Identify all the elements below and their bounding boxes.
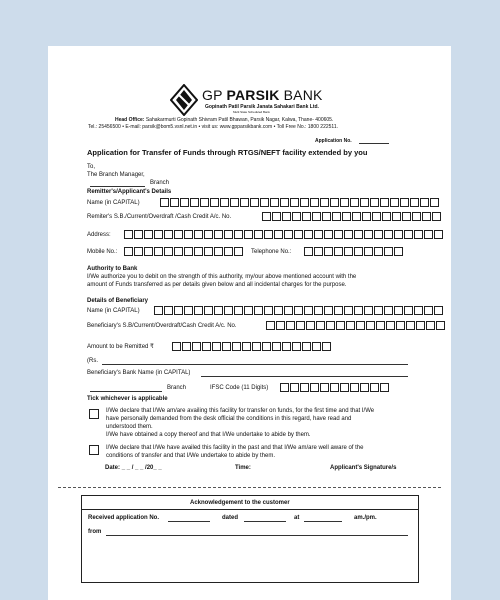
- character-box[interactable]: [274, 306, 283, 315]
- character-box[interactable]: [374, 247, 383, 256]
- character-box[interactable]: [354, 247, 363, 256]
- character-box[interactable]: [384, 247, 393, 256]
- character-box[interactable]: [144, 247, 153, 256]
- head-office-line: [115, 117, 333, 123]
- character-box[interactable]: [292, 342, 301, 351]
- character-box[interactable]: [294, 230, 303, 239]
- character-box[interactable]: [254, 230, 263, 239]
- character-box[interactable]: [344, 247, 353, 256]
- character-box[interactable]: [324, 247, 333, 256]
- first-time-checkbox[interactable]: [89, 409, 99, 419]
- character-box[interactable]: [350, 383, 359, 392]
- character-box[interactable]: [124, 247, 133, 256]
- form-title: Application for Transfer of Funds through RTGS/NEFT facility extended by you: [87, 148, 368, 157]
- character-box[interactable]: [304, 306, 313, 315]
- character-box[interactable]: [244, 306, 253, 315]
- character-box[interactable]: [296, 321, 305, 330]
- character-box[interactable]: [434, 230, 443, 239]
- remitter-account-boxes[interactable]: [262, 212, 442, 222]
- character-box[interactable]: [220, 198, 229, 207]
- character-box[interactable]: [404, 230, 413, 239]
- character-box[interactable]: [374, 230, 383, 239]
- character-box[interactable]: [190, 198, 199, 207]
- past-user-checkbox[interactable]: [89, 445, 99, 455]
- character-box[interactable]: [320, 198, 329, 207]
- beneficiary-name-label: Name (in CAPITAL): [87, 308, 140, 314]
- character-box[interactable]: [264, 306, 273, 315]
- character-box[interactable]: [424, 230, 433, 239]
- character-box[interactable]: [144, 230, 153, 239]
- option1-line3: understood them.: [106, 424, 153, 430]
- character-box[interactable]: [276, 321, 285, 330]
- character-box[interactable]: [194, 306, 203, 315]
- character-box[interactable]: [182, 342, 191, 351]
- remitter-address-boxes[interactable]: [124, 230, 444, 240]
- character-box[interactable]: [290, 198, 299, 207]
- character-box[interactable]: [192, 342, 201, 351]
- rupees-in-words-field[interactable]: [102, 364, 408, 365]
- ack-from-label: from: [88, 529, 102, 535]
- character-box[interactable]: [134, 230, 143, 239]
- character-box[interactable]: [434, 306, 443, 315]
- character-box[interactable]: [362, 212, 371, 221]
- character-box[interactable]: [334, 230, 343, 239]
- authority-text-line1: I/We authorize you to debit on the strength of this authority, my/our above mentioned account with the: [87, 274, 357, 280]
- beneficiary-branch-label: Branch: [167, 385, 187, 391]
- branch-manager-label: The Branch Manager,: [87, 172, 145, 178]
- character-box[interactable]: [346, 321, 355, 330]
- character-box[interactable]: [350, 198, 359, 207]
- character-box[interactable]: [416, 321, 425, 330]
- rupees-in-words-label: (Rs.: [87, 358, 98, 364]
- character-box[interactable]: [324, 230, 333, 239]
- character-box[interactable]: [154, 247, 163, 256]
- character-box[interactable]: [422, 212, 431, 221]
- ack-received-label: Received application No.: [88, 515, 160, 521]
- remitter-mobile-label: Mobile No.:: [87, 249, 118, 255]
- beneficiary-section-title: Details of Beneficiary: [87, 298, 149, 304]
- contact-line: Tel.: 25456500 • E-mail: parsik@bom5.vsnl.net.in • visit us: www.gpparsikbank.com • Toll Free No.: 1800 222511.: [88, 124, 338, 130]
- character-box[interactable]: [312, 212, 321, 221]
- character-box[interactable]: [370, 383, 379, 392]
- bank-name: [202, 87, 323, 103]
- character-box[interactable]: [412, 212, 421, 221]
- signature-label: Applicant's Signature/s: [330, 465, 397, 471]
- ack-ampm-label: am./pm.: [354, 515, 377, 521]
- option2-line1: I/We declare that I/We have availed this facility in the past and that I/We am/are well aware of the: [106, 445, 364, 451]
- character-box[interactable]: [322, 212, 331, 221]
- character-box[interactable]: [194, 247, 203, 256]
- date-line[interactable]: [105, 465, 162, 472]
- bank-logo-icon: [170, 84, 198, 116]
- branch-label: Branch: [150, 180, 170, 186]
- character-box[interactable]: [230, 198, 239, 207]
- bank-name-suffix: BANK: [283, 87, 323, 103]
- character-box[interactable]: [184, 247, 193, 256]
- head-office-label: Head Office:: [115, 117, 145, 123]
- character-box[interactable]: [300, 383, 309, 392]
- character-box[interactable]: [374, 306, 383, 315]
- remitter-telephone-label: Telephone No.:: [251, 249, 292, 255]
- character-box[interactable]: [356, 321, 365, 330]
- character-box[interactable]: [376, 321, 385, 330]
- application-no-label: Application No.: [315, 138, 352, 144]
- character-box[interactable]: [244, 230, 253, 239]
- character-box[interactable]: [264, 230, 273, 239]
- character-box[interactable]: [234, 306, 243, 315]
- tick-section-title: Tick whichever is applicable: [87, 396, 168, 402]
- option1-line2: have personally demanded from the desk official the conditions in this regard, have read and: [106, 416, 352, 422]
- character-box[interactable]: [280, 198, 289, 207]
- ack-dated-label: dated: [222, 515, 239, 521]
- beneficiary-account-label: Beneficiary's S.B/Current/Overdraft/Cash Credit A/c. No.: [87, 323, 237, 329]
- character-box[interactable]: [332, 212, 341, 221]
- character-box[interactable]: [316, 321, 325, 330]
- character-box[interactable]: [396, 321, 405, 330]
- character-box[interactable]: [394, 306, 403, 315]
- character-box[interactable]: [180, 198, 189, 207]
- character-box[interactable]: [224, 306, 233, 315]
- character-box[interactable]: [282, 342, 291, 351]
- character-box[interactable]: [184, 306, 193, 315]
- character-box[interactable]: [436, 321, 445, 330]
- beneficiary-name-boxes[interactable]: [154, 306, 444, 316]
- character-box[interactable]: [174, 247, 183, 256]
- character-box[interactable]: [224, 230, 233, 239]
- character-box[interactable]: [366, 321, 375, 330]
- character-box[interactable]: [360, 198, 369, 207]
- character-box[interactable]: [340, 383, 349, 392]
- character-box[interactable]: [384, 306, 393, 315]
- character-box[interactable]: [330, 383, 339, 392]
- character-box[interactable]: [282, 212, 291, 221]
- character-box[interactable]: [194, 230, 203, 239]
- character-box[interactable]: [232, 342, 241, 351]
- character-box[interactable]: [270, 198, 279, 207]
- character-box[interactable]: [314, 247, 323, 256]
- character-box[interactable]: [284, 230, 293, 239]
- character-box[interactable]: [174, 230, 183, 239]
- character-box[interactable]: [340, 198, 349, 207]
- remitter-section-title: Remitter's/Applicant's Details: [87, 189, 172, 195]
- character-box[interactable]: [392, 212, 401, 221]
- ifsc-label: IFSC Code (11 Digits): [210, 385, 269, 391]
- character-box[interactable]: [254, 306, 263, 315]
- character-box[interactable]: [294, 306, 303, 315]
- character-box[interactable]: [304, 247, 313, 256]
- character-box[interactable]: [314, 306, 323, 315]
- cut-line: [58, 487, 441, 488]
- character-box[interactable]: [234, 247, 243, 256]
- character-box[interactable]: [184, 230, 193, 239]
- character-box[interactable]: [240, 198, 249, 207]
- character-box[interactable]: [384, 230, 393, 239]
- beneficiary-account-boxes[interactable]: [266, 321, 446, 331]
- remitter-address-label: Address:: [87, 232, 111, 238]
- character-box[interactable]: [360, 383, 369, 392]
- character-box[interactable]: [330, 198, 339, 207]
- ack-date-field[interactable]: [244, 521, 286, 522]
- character-box[interactable]: [370, 198, 379, 207]
- branch-name-field[interactable]: [90, 186, 145, 187]
- character-box[interactable]: [262, 342, 271, 351]
- character-box[interactable]: [342, 212, 351, 221]
- remitter-name-boxes[interactable]: [160, 198, 440, 208]
- character-box[interactable]: [314, 230, 323, 239]
- bank-tagline: Multi State Scheduled Bank: [233, 110, 270, 114]
- character-box[interactable]: [404, 306, 413, 315]
- character-box[interactable]: [344, 230, 353, 239]
- character-box[interactable]: [214, 247, 223, 256]
- character-box[interactable]: [402, 212, 411, 221]
- character-box[interactable]: [214, 230, 223, 239]
- bank-name-bold: PARSIK: [226, 87, 280, 103]
- ack-application-no-field[interactable]: [168, 521, 210, 522]
- character-box[interactable]: [310, 198, 319, 207]
- character-box[interactable]: [260, 198, 269, 207]
- character-box[interactable]: [154, 306, 163, 315]
- character-box[interactable]: [406, 321, 415, 330]
- character-box[interactable]: [280, 383, 289, 392]
- character-box[interactable]: [164, 230, 173, 239]
- character-box[interactable]: [252, 342, 261, 351]
- option1-line1: I/We declare that I/We am/are availing this facility for transfer on funds, for the first time and that I/We: [106, 408, 375, 414]
- character-box[interactable]: [266, 321, 275, 330]
- character-box[interactable]: [310, 383, 319, 392]
- application-form: [48, 46, 451, 600]
- application-no-field[interactable]: [359, 143, 389, 144]
- character-box[interactable]: [242, 342, 251, 351]
- character-box[interactable]: [300, 198, 309, 207]
- authority-text-line2: amount of Funds transferred as per details given below and all incidental charges for the purpose.: [87, 282, 347, 288]
- ifsc-boxes[interactable]: [280, 383, 390, 393]
- character-box[interactable]: [160, 198, 169, 207]
- character-box[interactable]: [382, 212, 391, 221]
- character-box[interactable]: [164, 247, 173, 256]
- character-box[interactable]: [390, 198, 399, 207]
- character-box[interactable]: [364, 230, 373, 239]
- character-box[interactable]: [204, 230, 213, 239]
- remitter-mobile-boxes[interactable]: [124, 247, 244, 257]
- character-box[interactable]: [430, 198, 439, 207]
- ack-from-field[interactable]: [106, 535, 408, 536]
- character-box[interactable]: [290, 383, 299, 392]
- character-box[interactable]: [174, 306, 183, 315]
- character-box[interactable]: [400, 198, 409, 207]
- character-box[interactable]: [272, 212, 281, 221]
- beneficiary-bank-field[interactable]: [201, 376, 408, 377]
- remitter-telephone-boxes[interactable]: [304, 247, 404, 257]
- character-box[interactable]: [124, 230, 133, 239]
- character-box[interactable]: [212, 342, 221, 351]
- character-box[interactable]: [210, 198, 219, 207]
- date-value: _ _ / _ _ /20_ _: [121, 465, 162, 471]
- head-office-address: Sahakarmurti Gopinath Shivram Patil Bhawan, Parsik Nagar, Kalwa, Thane- 400605.: [145, 117, 334, 123]
- character-box[interactable]: [224, 247, 233, 256]
- character-box[interactable]: [302, 212, 311, 221]
- option1-line4: I/We have obtained a copy thereof and that I/We undertake to abide by them.: [106, 432, 311, 438]
- character-box[interactable]: [292, 212, 301, 221]
- character-box[interactable]: [312, 342, 321, 351]
- character-box[interactable]: [284, 306, 293, 315]
- character-box[interactable]: [286, 321, 295, 330]
- character-box[interactable]: [322, 342, 331, 351]
- beneficiary-branch-field[interactable]: [90, 391, 162, 392]
- character-box[interactable]: [154, 230, 163, 239]
- character-box[interactable]: [222, 342, 231, 351]
- date-label: Date:: [105, 465, 121, 471]
- character-box[interactable]: [344, 306, 353, 315]
- time-label: Time:: [235, 465, 251, 471]
- ack-divider: [82, 509, 418, 510]
- character-box[interactable]: [380, 383, 389, 392]
- remitter-account-label: Remiter's S.B./Current/Overdraft /Cash Credit A/c. No.: [87, 214, 232, 220]
- character-box[interactable]: [334, 247, 343, 256]
- character-box[interactable]: [304, 230, 313, 239]
- remitter-name-label: Name (in CAPITAL): [87, 200, 140, 206]
- character-box[interactable]: [172, 342, 181, 351]
- character-box[interactable]: [202, 342, 211, 351]
- character-box[interactable]: [386, 321, 395, 330]
- character-box[interactable]: [394, 247, 403, 256]
- character-box[interactable]: [262, 212, 271, 221]
- character-box[interactable]: [410, 198, 419, 207]
- character-box[interactable]: [414, 306, 423, 315]
- character-box[interactable]: [204, 306, 213, 315]
- character-box[interactable]: [170, 198, 179, 207]
- ack-title: Acknowledgement to the customer: [190, 500, 290, 506]
- ack-at-label: at: [294, 515, 300, 521]
- ack-time-field[interactable]: [304, 521, 342, 522]
- acknowledgement-box: [81, 495, 419, 583]
- character-box[interactable]: [306, 321, 315, 330]
- amount-boxes[interactable]: [172, 342, 332, 352]
- character-box[interactable]: [214, 306, 223, 315]
- character-box[interactable]: [326, 321, 335, 330]
- character-box[interactable]: [426, 321, 435, 330]
- character-box[interactable]: [204, 247, 213, 256]
- bank-name-prefix: GP: [202, 87, 223, 103]
- character-box[interactable]: [334, 306, 343, 315]
- amount-label: Amount to be Remitted ₹: [87, 344, 154, 350]
- character-box[interactable]: [134, 247, 143, 256]
- character-box[interactable]: [302, 342, 311, 351]
- character-box[interactable]: [380, 198, 389, 207]
- beneficiary-bank-label: Beneficiary's Bank Name (in CAPITAL): [87, 370, 191, 376]
- to-label: To,: [87, 164, 96, 170]
- character-box[interactable]: [354, 306, 363, 315]
- option2-line2: conditions of transfer and that I/We undertake to abide by them.: [106, 453, 275, 459]
- character-box[interactable]: [320, 383, 329, 392]
- character-box[interactable]: [372, 212, 381, 221]
- bank-subtitle: Gopinath Patil Parsik Janata Sahakari Bank Ltd.: [205, 104, 319, 110]
- character-box[interactable]: [432, 212, 441, 221]
- character-box[interactable]: [364, 306, 373, 315]
- character-box[interactable]: [250, 198, 259, 207]
- character-box[interactable]: [394, 230, 403, 239]
- character-box[interactable]: [420, 198, 429, 207]
- character-box[interactable]: [354, 230, 363, 239]
- character-box[interactable]: [352, 212, 361, 221]
- character-box[interactable]: [274, 230, 283, 239]
- character-box[interactable]: [424, 306, 433, 315]
- character-box[interactable]: [200, 198, 209, 207]
- character-box[interactable]: [324, 306, 333, 315]
- character-box[interactable]: [164, 306, 173, 315]
- character-box[interactable]: [234, 230, 243, 239]
- character-box[interactable]: [364, 247, 373, 256]
- character-box[interactable]: [336, 321, 345, 330]
- character-box[interactable]: [414, 230, 423, 239]
- character-box[interactable]: [272, 342, 281, 351]
- authority-section-title: Authority to Bank: [87, 266, 138, 272]
